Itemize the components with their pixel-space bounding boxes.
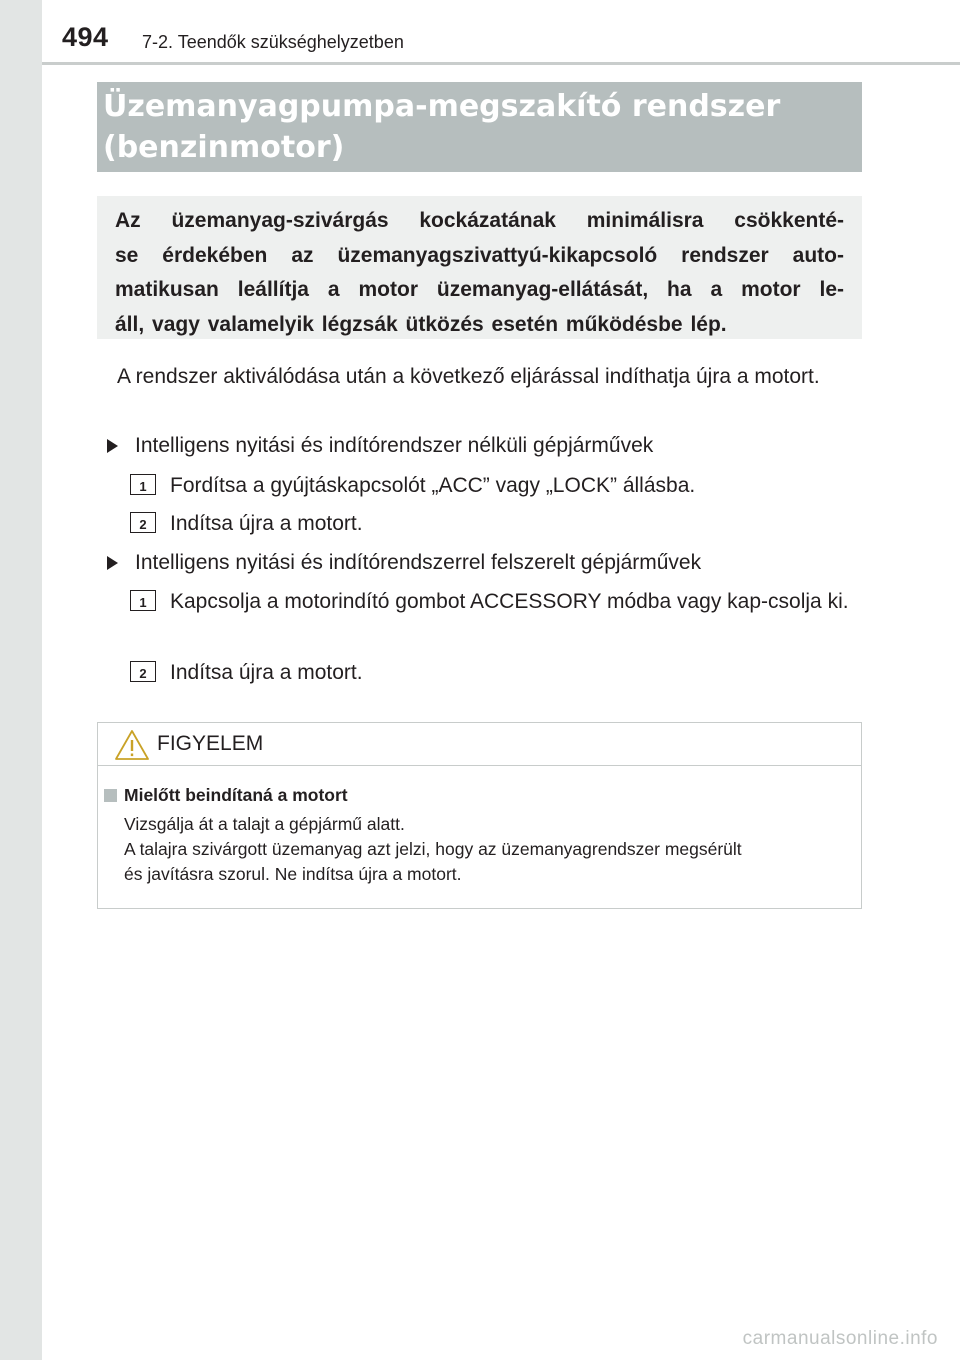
variant-label: Intelligens nyitási és indítórendszerrel felszerelt gépjárművek (135, 551, 702, 574)
warning-line: és javításra szorul. Ne indítsa újra a motort. (124, 864, 462, 884)
step-number: 2 (130, 661, 156, 682)
warning-title: FIGYELEM (157, 732, 264, 755)
arrow-right-icon (107, 439, 118, 453)
step-text: Indítsa újra a motort. (170, 512, 363, 535)
section-title-line1: Üzemanyagpumpa-megszakító rendszer (103, 89, 781, 124)
summary-line: Az üzemanyag-szivárgás kockázatának minimálisra csökkenté- (115, 209, 844, 232)
watermark: carmanualsonline.info (742, 1328, 938, 1349)
intro-paragraph: A rendszer aktiválódása után a következő eljárással indíthatja újra a motort. (117, 365, 820, 388)
warning-body (104, 785, 854, 887)
arrow-right-icon (107, 556, 118, 570)
section-path: 7-2. Teendők szükséghelyzetben (142, 32, 404, 52)
step-item (130, 469, 858, 502)
header-divider (42, 62, 960, 65)
section-title (103, 86, 853, 168)
section-title-bar (97, 82, 862, 172)
warning-line: A talajra szivárgott üzemanyag azt jelzi, hogy az üzemanyagrendszer megsérült (124, 839, 742, 859)
warning-triangle-icon (114, 729, 150, 761)
warning-line: Vizsgálja át a talajt a gépjármű alatt. (124, 814, 405, 834)
warning-box (97, 722, 862, 909)
summary-box (97, 196, 862, 339)
summary-line: se érdekében az üzemanyagszivattyú-kikapcsoló rendszer auto- (115, 243, 844, 267)
step-item (130, 507, 858, 540)
step-item (130, 585, 858, 618)
step-number: 1 (130, 590, 156, 611)
variant-label: Intelligens nyitási és indítórendszer nélküli gépjárművek (135, 434, 654, 457)
page-number: 494 (62, 22, 109, 52)
variant-heading (105, 431, 653, 461)
step-number: 1 (130, 474, 156, 495)
step-item (130, 656, 858, 689)
square-bullet-icon (104, 789, 117, 802)
summary-line: matikusan leállítja a motor üzemanyag-ellátását, ha a motor le- (115, 278, 844, 301)
step-text: Indítsa újra a motort. (170, 661, 363, 684)
warning-header (98, 723, 861, 766)
section-title-line2: (benzinmotor) (103, 130, 345, 165)
warning-subtitle (104, 785, 854, 806)
warning-subtitle-text: Mielőtt beindítaná a motort (124, 785, 348, 805)
step-number: 2 (130, 512, 156, 533)
variant-heading (105, 548, 701, 578)
summary-text (115, 204, 844, 342)
summary-line: áll, vagy valamelyik légzsák ütközés esetén működésbe lép. (115, 312, 727, 336)
side-strip (0, 0, 42, 1360)
step-text: Kapcsolja a motorindító gombot ACCESSORY módba vagy kap-csolja ki. (170, 590, 849, 613)
step-text: Fordítsa a gyújtáskapcsolót „ACC” vagy „LOCK” állásba. (170, 474, 696, 497)
